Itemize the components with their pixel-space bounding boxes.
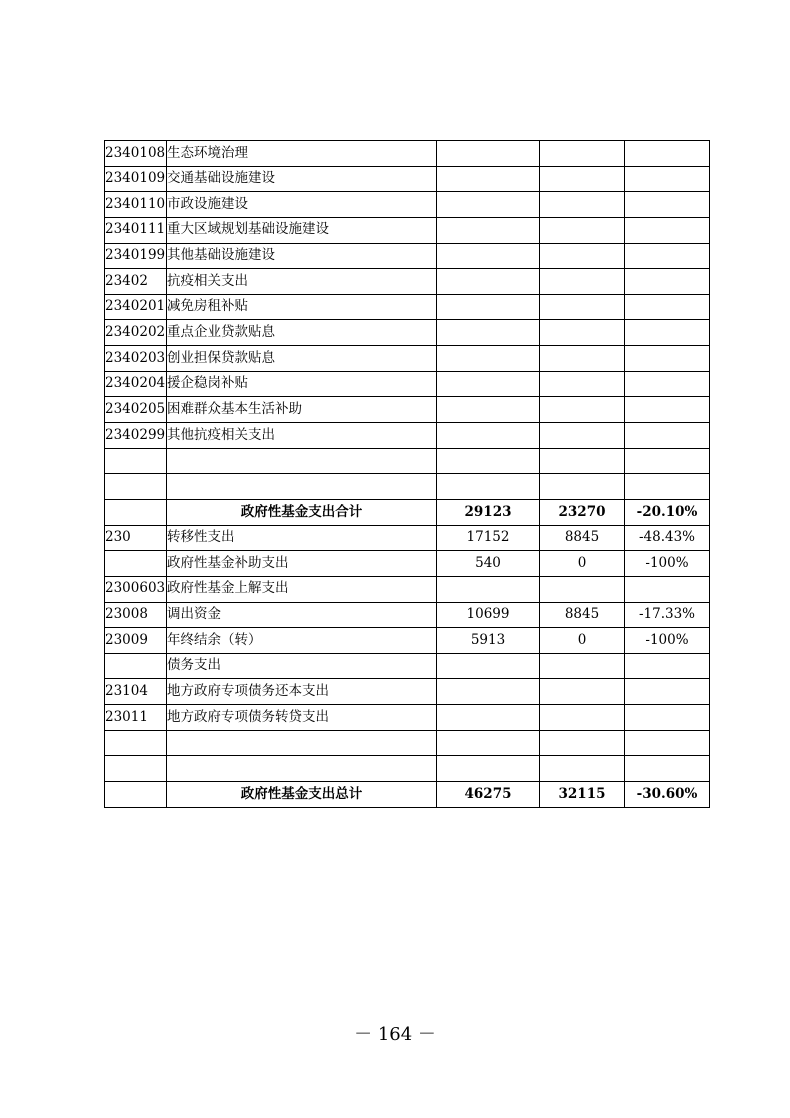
table-row: [105, 371, 710, 397]
code-cell: [105, 756, 167, 782]
table-row: [105, 243, 710, 269]
value-cell: [540, 141, 625, 167]
code-cell: [105, 653, 167, 679]
change-cell: [625, 679, 710, 705]
value-cell: [540, 756, 625, 782]
name-cell: 债务支出: [167, 653, 437, 679]
change-cell: [625, 423, 710, 449]
change-cell: -48.43%: [625, 525, 710, 551]
value-cell: [540, 217, 625, 243]
value-cell: [437, 371, 540, 397]
table-row: [105, 346, 710, 372]
value-cell: [540, 243, 625, 269]
name-cell: 政府性基金支出合计: [167, 499, 437, 525]
name-cell: 抗疫相关支出: [167, 269, 437, 295]
change-cell: -17.33%: [625, 602, 710, 628]
table-row: [105, 576, 710, 602]
table-row: [105, 756, 710, 782]
name-cell: 地方政府专项债务还本支出: [167, 679, 437, 705]
value-cell: [437, 448, 540, 474]
value-cell: [437, 141, 540, 167]
change-cell: [625, 192, 710, 218]
value-cell: 8845: [540, 602, 625, 628]
value-cell: [540, 294, 625, 320]
change-cell: [625, 448, 710, 474]
table-row: [105, 217, 710, 243]
table-row: [105, 192, 710, 218]
value-cell: [437, 217, 540, 243]
name-cell: 其他抗疫相关支出: [167, 423, 437, 449]
table-row: [105, 730, 710, 756]
name-cell: 生态环境治理: [167, 141, 437, 167]
value-cell: [437, 320, 540, 346]
value-cell: [540, 397, 625, 423]
code-cell: 2340110: [105, 192, 167, 218]
change-cell: [625, 576, 710, 602]
code-cell: [105, 499, 167, 525]
code-cell: [105, 782, 167, 808]
value-cell: [540, 320, 625, 346]
code-cell: 23402: [105, 269, 167, 295]
value-cell: [540, 423, 625, 449]
name-cell: 交通基础设施建设: [167, 166, 437, 192]
name-cell: 政府性基金支出总计: [167, 782, 437, 808]
change-cell: [625, 320, 710, 346]
change-cell: [625, 166, 710, 192]
value-cell: 0: [540, 551, 625, 577]
change-cell: [625, 141, 710, 167]
name-cell: 重点企业贷款贴息: [167, 320, 437, 346]
value-cell: [437, 397, 540, 423]
name-cell: 市政设施建设: [167, 192, 437, 218]
value-cell: [437, 474, 540, 500]
change-cell: [625, 730, 710, 756]
change-cell: [625, 217, 710, 243]
change-cell: [625, 294, 710, 320]
table-row: [105, 525, 710, 551]
code-cell: 2340111: [105, 217, 167, 243]
value-cell: [540, 576, 625, 602]
change-cell: [625, 474, 710, 500]
value-cell: 17152: [437, 525, 540, 551]
name-cell: 创业担保贷款贴息: [167, 346, 437, 372]
change-cell: -100%: [625, 628, 710, 654]
value-cell: [540, 269, 625, 295]
code-cell: 230: [105, 525, 167, 551]
code-cell: 2340299: [105, 423, 167, 449]
page-number: － 164 －: [354, 1024, 436, 1045]
code-cell: 23104: [105, 679, 167, 705]
table-row: [105, 448, 710, 474]
table-row: [105, 551, 710, 577]
table-row: [105, 705, 710, 731]
code-cell: [105, 551, 167, 577]
change-cell: -30.60%: [625, 782, 710, 808]
change-cell: [625, 371, 710, 397]
value-cell: 32115: [540, 782, 625, 808]
code-cell: [105, 730, 167, 756]
table-body: [105, 141, 710, 808]
name-cell: [167, 756, 437, 782]
change-cell: [625, 397, 710, 423]
value-cell: [540, 346, 625, 372]
code-cell: 2300603: [105, 576, 167, 602]
budget-table: [104, 140, 710, 808]
table-row: [105, 397, 710, 423]
code-cell: 2340109: [105, 166, 167, 192]
value-cell: [437, 756, 540, 782]
code-cell: 2340199: [105, 243, 167, 269]
name-cell: 困难群众基本生活补助: [167, 397, 437, 423]
code-cell: 23008: [105, 602, 167, 628]
name-cell: 援企稳岗补贴: [167, 371, 437, 397]
change-cell: [625, 756, 710, 782]
value-cell: 29123: [437, 499, 540, 525]
value-cell: [540, 705, 625, 731]
name-cell: [167, 448, 437, 474]
change-cell: [625, 653, 710, 679]
table-row: [105, 320, 710, 346]
value-cell: [540, 653, 625, 679]
name-cell: 转移性支出: [167, 525, 437, 551]
value-cell: [437, 294, 540, 320]
table-row: [105, 653, 710, 679]
value-cell: [540, 679, 625, 705]
value-cell: [437, 192, 540, 218]
code-cell: 23009: [105, 628, 167, 654]
name-cell: [167, 730, 437, 756]
name-cell: 政府性基金补助支出: [167, 551, 437, 577]
code-cell: [105, 448, 167, 474]
value-cell: [540, 730, 625, 756]
value-cell: [437, 679, 540, 705]
value-cell: [540, 371, 625, 397]
table-row: [105, 166, 710, 192]
code-cell: 2340203: [105, 346, 167, 372]
code-cell: 2340205: [105, 397, 167, 423]
change-cell: -20.10%: [625, 499, 710, 525]
name-cell: 减免房租补贴: [167, 294, 437, 320]
name-cell: 其他基础设施建设: [167, 243, 437, 269]
code-cell: 2340201: [105, 294, 167, 320]
table-row: [105, 141, 710, 167]
table-row: [105, 294, 710, 320]
value-cell: [540, 474, 625, 500]
code-cell: 23011: [105, 705, 167, 731]
value-cell: [437, 166, 540, 192]
table-row: [105, 269, 710, 295]
name-cell: 地方政府专项债务转贷支出: [167, 705, 437, 731]
table-row: [105, 602, 710, 628]
name-cell: 政府性基金上解支出: [167, 576, 437, 602]
table-row: [105, 628, 710, 654]
value-cell: 0: [540, 628, 625, 654]
change-cell: [625, 346, 710, 372]
value-cell: [437, 243, 540, 269]
name-cell: 调出资金: [167, 602, 437, 628]
change-cell: [625, 705, 710, 731]
value-cell: 10699: [437, 602, 540, 628]
change-cell: -100%: [625, 551, 710, 577]
name-cell: [167, 474, 437, 500]
code-cell: [105, 474, 167, 500]
table-row: [105, 679, 710, 705]
value-cell: [437, 730, 540, 756]
total-row: [105, 499, 710, 525]
value-cell: [437, 653, 540, 679]
code-cell: 2340202: [105, 320, 167, 346]
value-cell: [540, 192, 625, 218]
total-row: [105, 782, 710, 808]
code-cell: 2340204: [105, 371, 167, 397]
value-cell: [540, 166, 625, 192]
change-cell: [625, 269, 710, 295]
table-row: [105, 423, 710, 449]
value-cell: 23270: [540, 499, 625, 525]
value-cell: 5913: [437, 628, 540, 654]
value-cell: 8845: [540, 525, 625, 551]
change-cell: [625, 243, 710, 269]
value-cell: [540, 448, 625, 474]
name-cell: 重大区域规划基础设施建设: [167, 217, 437, 243]
value-cell: [437, 423, 540, 449]
value-cell: [437, 576, 540, 602]
value-cell: [437, 269, 540, 295]
value-cell: [437, 346, 540, 372]
value-cell: 540: [437, 551, 540, 577]
code-cell: 2340108: [105, 141, 167, 167]
value-cell: 46275: [437, 782, 540, 808]
value-cell: [437, 705, 540, 731]
table-row: [105, 474, 710, 500]
name-cell: 年终结余（转）: [167, 628, 437, 654]
